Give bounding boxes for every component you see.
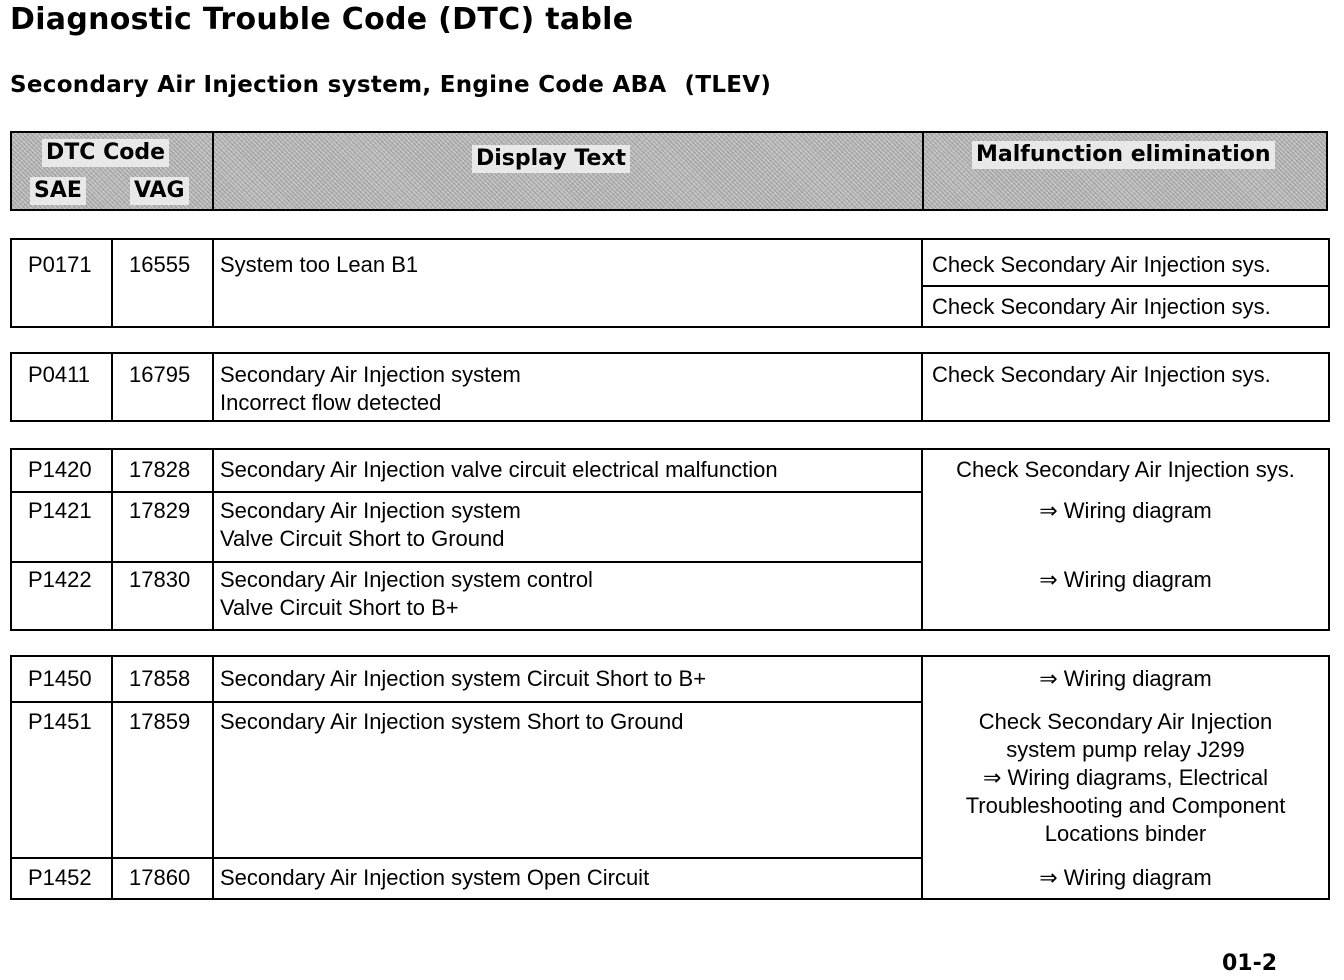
header-display-text: Display Text [472,145,630,173]
dtc-group-4 [10,655,1330,900]
header-dtc-code: DTC Code [42,139,169,167]
dtc-display-text: Secondary Air Injection valve circuit electrical malfunction [220,457,778,482]
dtc-vag-code: 17858 [129,666,191,691]
remedy-text: Troubleshooting and Component [965,793,1286,818]
dtc-sae-code: P1452 [28,865,92,890]
dtc-vag-code: 16555 [129,252,191,277]
page-number: 01-2 [1222,951,1278,976]
header-vag: VAG [130,177,189,205]
remedy-text: Check Secondary Air Injection sys. [932,252,1271,277]
remedy-text: Check Secondary Air Injection sys. [956,457,1295,482]
dtc-group-3 [10,448,1330,631]
remedy-text: Check Secondary Air Injection [978,709,1273,734]
remedy-wiring-diagram: ⇒ Wiring diagram [1039,567,1212,592]
dtc-group-1 [10,238,1330,328]
dtc-sae-code: P1450 [28,666,92,691]
dtc-display-text: Secondary Air Injection system Short to Ground [220,709,684,734]
remedy-text: Locations binder [1044,821,1207,846]
header-malfunction-elimination: Malfunction elimination [972,141,1275,169]
dtc-display-text: Secondary Air Injection system [220,362,521,387]
dtc-display-text: Secondary Air Injection system [220,498,521,523]
dtc-display-text: Secondary Air Injection system control [220,567,593,592]
dtc-display-text: System too Lean B1 [220,252,419,277]
remedy-text: system pump relay J299 [1006,737,1245,762]
dtc-display-text: Secondary Air Injection system Open Circuit [220,865,650,890]
dtc-display-text-line2: Valve Circuit Short to Ground [220,526,505,551]
dtc-vag-code: 16795 [129,362,191,387]
dtc-vag-code: 17828 [129,457,191,482]
subtitle-suffix: (TLEV) [684,72,772,98]
dtc-display-text: Secondary Air Injection system Circuit Short to B+ [220,666,707,691]
page-title: Diagnostic Trouble Code (DTC) table [10,2,634,37]
dtc-vag-code: 17860 [129,865,191,890]
dtc-display-text-line2: Valve Circuit Short to B+ [220,595,459,620]
remedy-text: Check Secondary Air Injection sys. [932,362,1271,387]
remedy-text: Check Secondary Air Injection sys. [932,294,1271,319]
dtc-display-text-line2: Incorrect flow detected [220,390,442,415]
dtc-sae-code: P0171 [28,252,92,277]
remedy-wiring-diagrams: ⇒ Wiring diagrams, Electrical [983,765,1268,790]
dtc-sae-code: P0411 [28,362,90,387]
dtc-sae-code: P1420 [28,457,92,482]
dtc-vag-code: 17830 [129,567,191,592]
dtc-sae-code: P1422 [28,567,92,592]
dtc-sae-code: P1421 [28,498,92,523]
dtc-vag-code: 17859 [129,709,191,734]
subtitle-text: Secondary Air Injection system, Engine Code ABA [10,72,667,98]
header-sae: SAE [30,177,86,205]
remedy-wiring-diagram: ⇒ Wiring diagram [1039,865,1212,890]
dtc-vag-code: 17829 [129,498,191,523]
remedy-wiring-diagram: ⇒ Wiring diagram [1039,498,1212,523]
dtc-group-2 [10,352,1330,422]
remedy-wiring-diagram: ⇒ Wiring diagram [1039,666,1212,691]
page-subtitle [10,72,771,98]
table-header [10,131,1328,211]
dtc-sae-code: P1451 [28,709,92,734]
